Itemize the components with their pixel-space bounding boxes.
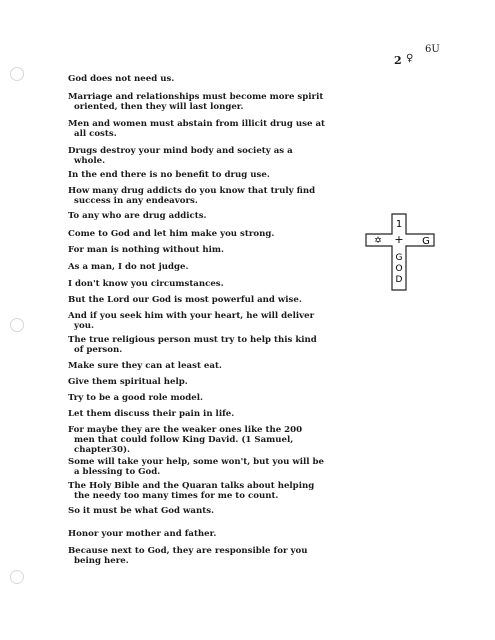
text-line-main: For maybe they are the weaker ones like the 200: [68, 425, 303, 435]
text-line-main: To any who are drug addicts.: [68, 211, 207, 221]
text-line-main: In the end there is no benefit to drug use.: [68, 170, 270, 180]
text-line-main: Some will take your help, some won't, but you will be: [68, 457, 325, 467]
text-line-main: Honor your mother and father.: [68, 529, 217, 539]
text-line: [68, 335, 418, 355]
text-line-continuation: whole.: [74, 156, 106, 166]
text-line-continuation: oriented, then they will last longer.: [74, 102, 244, 112]
text-line-main: So it must be what God wants.: [68, 506, 215, 516]
text-line-main: Drugs destroy your mind body and society as a: [68, 146, 293, 156]
text-line-main: Let them discuss their pain in life.: [68, 409, 235, 419]
text-line-continuation: a blessing to God.: [74, 467, 161, 477]
text-line: [68, 295, 418, 305]
text-line: [68, 393, 418, 403]
page-note: 6U: [425, 44, 440, 55]
text-line-main: The true religious person must try to help this kind: [68, 335, 317, 345]
text-line-main: But the Lord our God is most powerful and wise.: [68, 295, 302, 305]
text-line: [68, 377, 418, 387]
text-line-main: I don't know you circumstances.: [68, 279, 224, 289]
punch-hole: [10, 67, 24, 81]
text-line: [68, 119, 418, 139]
text-line-main: Give them spiritual help.: [68, 377, 188, 387]
text-line: [68, 361, 418, 371]
text-line-continuation: men that could follow King David. (1 Samuel,: [74, 435, 294, 445]
text-line: [68, 481, 418, 501]
text-line: [68, 457, 418, 477]
star-of-david-icon: ✡: [374, 236, 382, 246]
text-line-continuation: chapter30).: [74, 445, 131, 455]
text-line-main: Try to be a good role model.: [68, 393, 204, 403]
text-line-continuation: of person.: [74, 345, 123, 355]
text-line: [68, 546, 418, 566]
text-line: [68, 146, 418, 166]
page-mark: ♀: [406, 53, 414, 64]
cross-top-text: 1: [395, 219, 403, 230]
punch-hole: [10, 570, 24, 584]
cross-letter-d: D: [395, 275, 403, 285]
text-line: [68, 529, 418, 539]
text-line-continuation: all costs.: [74, 129, 117, 139]
text-line-continuation: you.: [74, 321, 94, 331]
text-line-main: For man is nothing without him.: [68, 245, 225, 255]
text-line-main: God does not need us.: [68, 74, 175, 84]
text-line: [68, 409, 418, 419]
punch-hole: [10, 318, 24, 332]
page-number: 2: [394, 54, 402, 67]
text-line: [68, 186, 418, 206]
text-line: [68, 425, 418, 455]
text-line-main: And if you seek him with your heart, he will deliver: [68, 311, 315, 321]
text-line-main: Come to God and let him make you strong.: [68, 229, 275, 239]
text-line-main: As a man, I do not judge.: [68, 262, 189, 272]
text-line-main: Because next to God, they are responsible for you: [68, 546, 308, 556]
cross-drawing: [362, 212, 442, 292]
text-line: [68, 92, 418, 112]
text-line-continuation: the needy too many times for me to count.: [74, 491, 279, 501]
text-line-main: How many drug addicts do you know that truly find: [68, 186, 316, 196]
text-line: [68, 311, 418, 331]
text-line: [68, 74, 418, 84]
text-line-main: Make sure they can at least eat.: [68, 361, 222, 371]
text-line-continuation: being here.: [74, 556, 129, 566]
cross-letter-g: G: [395, 253, 403, 263]
text-line-main: Men and women must abstain from illicit drug use at: [68, 119, 325, 129]
text-line-main: Marriage and relationships must become more spirit: [68, 92, 324, 102]
text-line: [68, 506, 418, 516]
text-line: [68, 170, 418, 180]
cross-right-text: G: [422, 236, 430, 247]
text-line-main: The Holy Bible and the Quaran talks about helping: [68, 481, 315, 491]
text-line-continuation: success in any endeavors.: [74, 196, 198, 206]
cross-letter-o: O: [395, 264, 403, 274]
cross-middle-text: +: [394, 233, 404, 246]
